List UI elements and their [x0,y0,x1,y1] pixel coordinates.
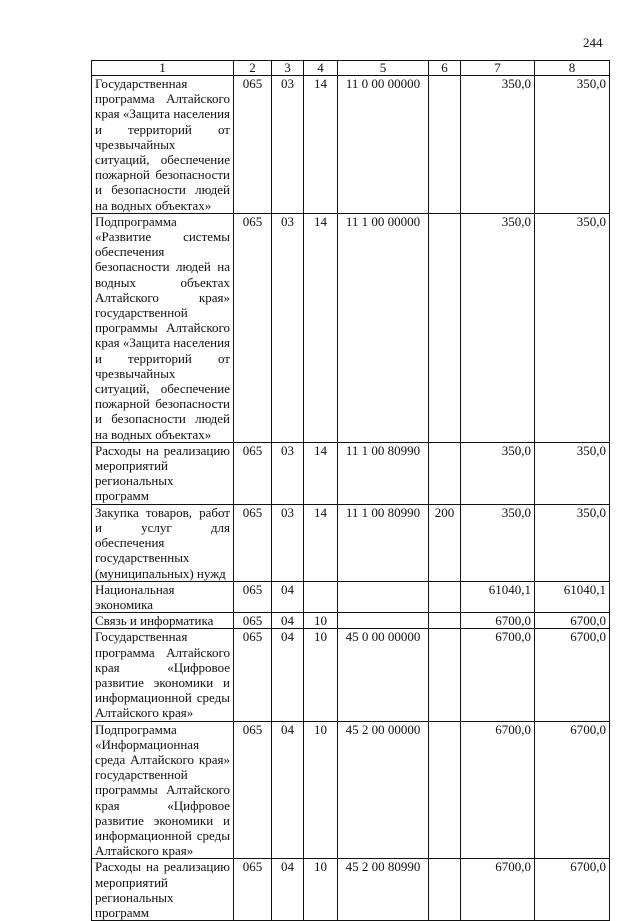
ministry-code-cell: 065 [234,442,272,504]
column-header: 6 [429,61,461,76]
expense-type-cell [429,76,461,214]
column-header: 5 [338,61,429,76]
row-name: Подпрограмма «Развитие системы обеспечения безопасности людей на водных объектах Алтайского края» государственной программы Алтайского края «Защита населения и территорий от чрезвычайных ситуаций, обеспечение пожарной безопасности и безопасности людей на водных объектах» [95,213,231,442]
row-name-cell [92,859,234,921]
amount-col7-cell: 6700,0 [461,721,535,859]
target-article-cell: 45 0 00 00000 [338,629,429,721]
page-number: 244 [583,35,603,50]
ministry-code-cell: 065 [234,859,272,921]
table-row [92,859,610,921]
row-name-cell [92,442,234,504]
target-article-cell: 11 1 00 00000 [338,213,429,442]
column-header: 8 [535,61,610,76]
target-article-cell: 11 1 00 80990 [338,442,429,504]
table-row [92,629,610,721]
section-code-cell: 03 [272,76,304,214]
amount-col7-cell: 350,0 [461,76,535,214]
amount-col8-cell: 6700,0 [535,613,610,629]
expense-type-cell [429,581,461,612]
amount-col7-cell: 6700,0 [461,613,535,629]
section-code-cell: 03 [272,504,304,581]
ministry-code-cell: 065 [234,581,272,612]
target-article-cell [338,613,429,629]
amount-col8-cell: 350,0 [535,213,610,442]
table-row [92,442,610,504]
expense-type-cell [429,442,461,504]
row-name-cell [92,504,234,581]
subsection-code-cell: 14 [304,504,338,581]
column-header: 3 [272,61,304,76]
table-row [92,76,610,214]
row-name-cell [92,629,234,721]
amount-col8-cell: 350,0 [535,442,610,504]
row-name: Государственная программа Алтайского края «Защита населения и территорий от чрезвычайных ситуаций, обеспечение пожарной безопасности и безопасности людей на водных объектах» [95,76,231,213]
amount-col7-cell: 350,0 [461,504,535,581]
section-code-cell: 04 [272,859,304,921]
expense-type-cell [429,629,461,721]
amount-col7-cell: 6700,0 [461,859,535,921]
expense-type-cell: 200 [429,504,461,581]
expense-type-cell [429,859,461,921]
column-header: 7 [461,61,535,76]
row-name: Расходы на реализацию мероприятий региональных программ [95,859,230,920]
row-name: Связь и информатика [95,613,214,629]
table-row [92,504,610,581]
subsection-code-cell: 10 [304,859,338,921]
amount-col8-cell: 350,0 [535,504,610,581]
ministry-code-cell: 065 [234,504,272,581]
table-row [92,581,610,612]
subsection-code-cell: 14 [304,213,338,442]
row-name: Закупка товаров, работ и услуг для обеспечения государственных (муниципальных) нужд [95,504,230,581]
column-header: 4 [304,61,338,76]
amount-col8-cell: 61040,1 [535,581,610,612]
row-name-cell [92,613,234,629]
ministry-code-cell: 065 [234,613,272,629]
table-row [92,213,610,442]
table-header-row [92,61,610,76]
section-code-cell: 04 [272,613,304,629]
subsection-code-cell: 14 [304,442,338,504]
subsection-code-cell: 10 [304,629,338,721]
ministry-code-cell: 065 [234,76,272,214]
target-article-cell: 11 1 00 80990 [338,504,429,581]
amount-col8-cell: 6700,0 [535,721,610,859]
row-name: Государственная программа Алтайского края «Цифровое развитие экономики и информационной среды Алтайского края» [95,629,230,721]
row-name-cell [92,76,234,214]
section-code-cell: 04 [272,721,304,859]
ministry-code-cell: 065 [234,629,272,721]
section-code-cell: 04 [272,581,304,612]
column-header: 2 [234,61,272,76]
budget-table [91,60,610,921]
section-code-cell: 03 [272,442,304,504]
row-name: Расходы на реализацию мероприятий региональных программ [95,442,230,504]
row-name-cell [92,213,234,442]
expense-type-cell [429,613,461,629]
target-article-cell [338,581,429,612]
amount-col8-cell: 6700,0 [535,629,610,721]
row-name: Национальная экономика [95,581,175,612]
ministry-code-cell: 065 [234,213,272,442]
section-code-cell: 04 [272,629,304,721]
amount-col7-cell: 350,0 [461,442,535,504]
subsection-code-cell [304,581,338,612]
amount-col7-cell: 61040,1 [461,581,535,612]
amount-col7-cell: 350,0 [461,213,535,442]
amount-col8-cell: 350,0 [535,76,610,214]
target-article-cell: 11 0 00 00000 [338,76,429,214]
ministry-code-cell: 065 [234,721,272,859]
target-article-cell: 45 2 00 00000 [338,721,429,859]
subsection-code-cell: 10 [304,721,338,859]
amount-col8-cell: 6700,0 [535,859,610,921]
section-code-cell: 03 [272,213,304,442]
expense-type-cell [429,213,461,442]
row-name: Подпрограмма «Информационная среда Алтайского края» государственной программы Алтайского края «Цифровое развитие экономики и информационной среды Алтайского края» [95,721,230,859]
amount-col7-cell: 6700,0 [461,629,535,721]
subsection-code-cell: 14 [304,76,338,214]
column-header: 1 [92,61,234,76]
subsection-code-cell: 10 [304,613,338,629]
table-row [92,613,610,629]
row-name-cell [92,581,234,612]
expense-type-cell [429,721,461,859]
table-row [92,721,610,859]
target-article-cell: 45 2 00 80990 [338,859,429,921]
row-name-cell [92,721,234,859]
